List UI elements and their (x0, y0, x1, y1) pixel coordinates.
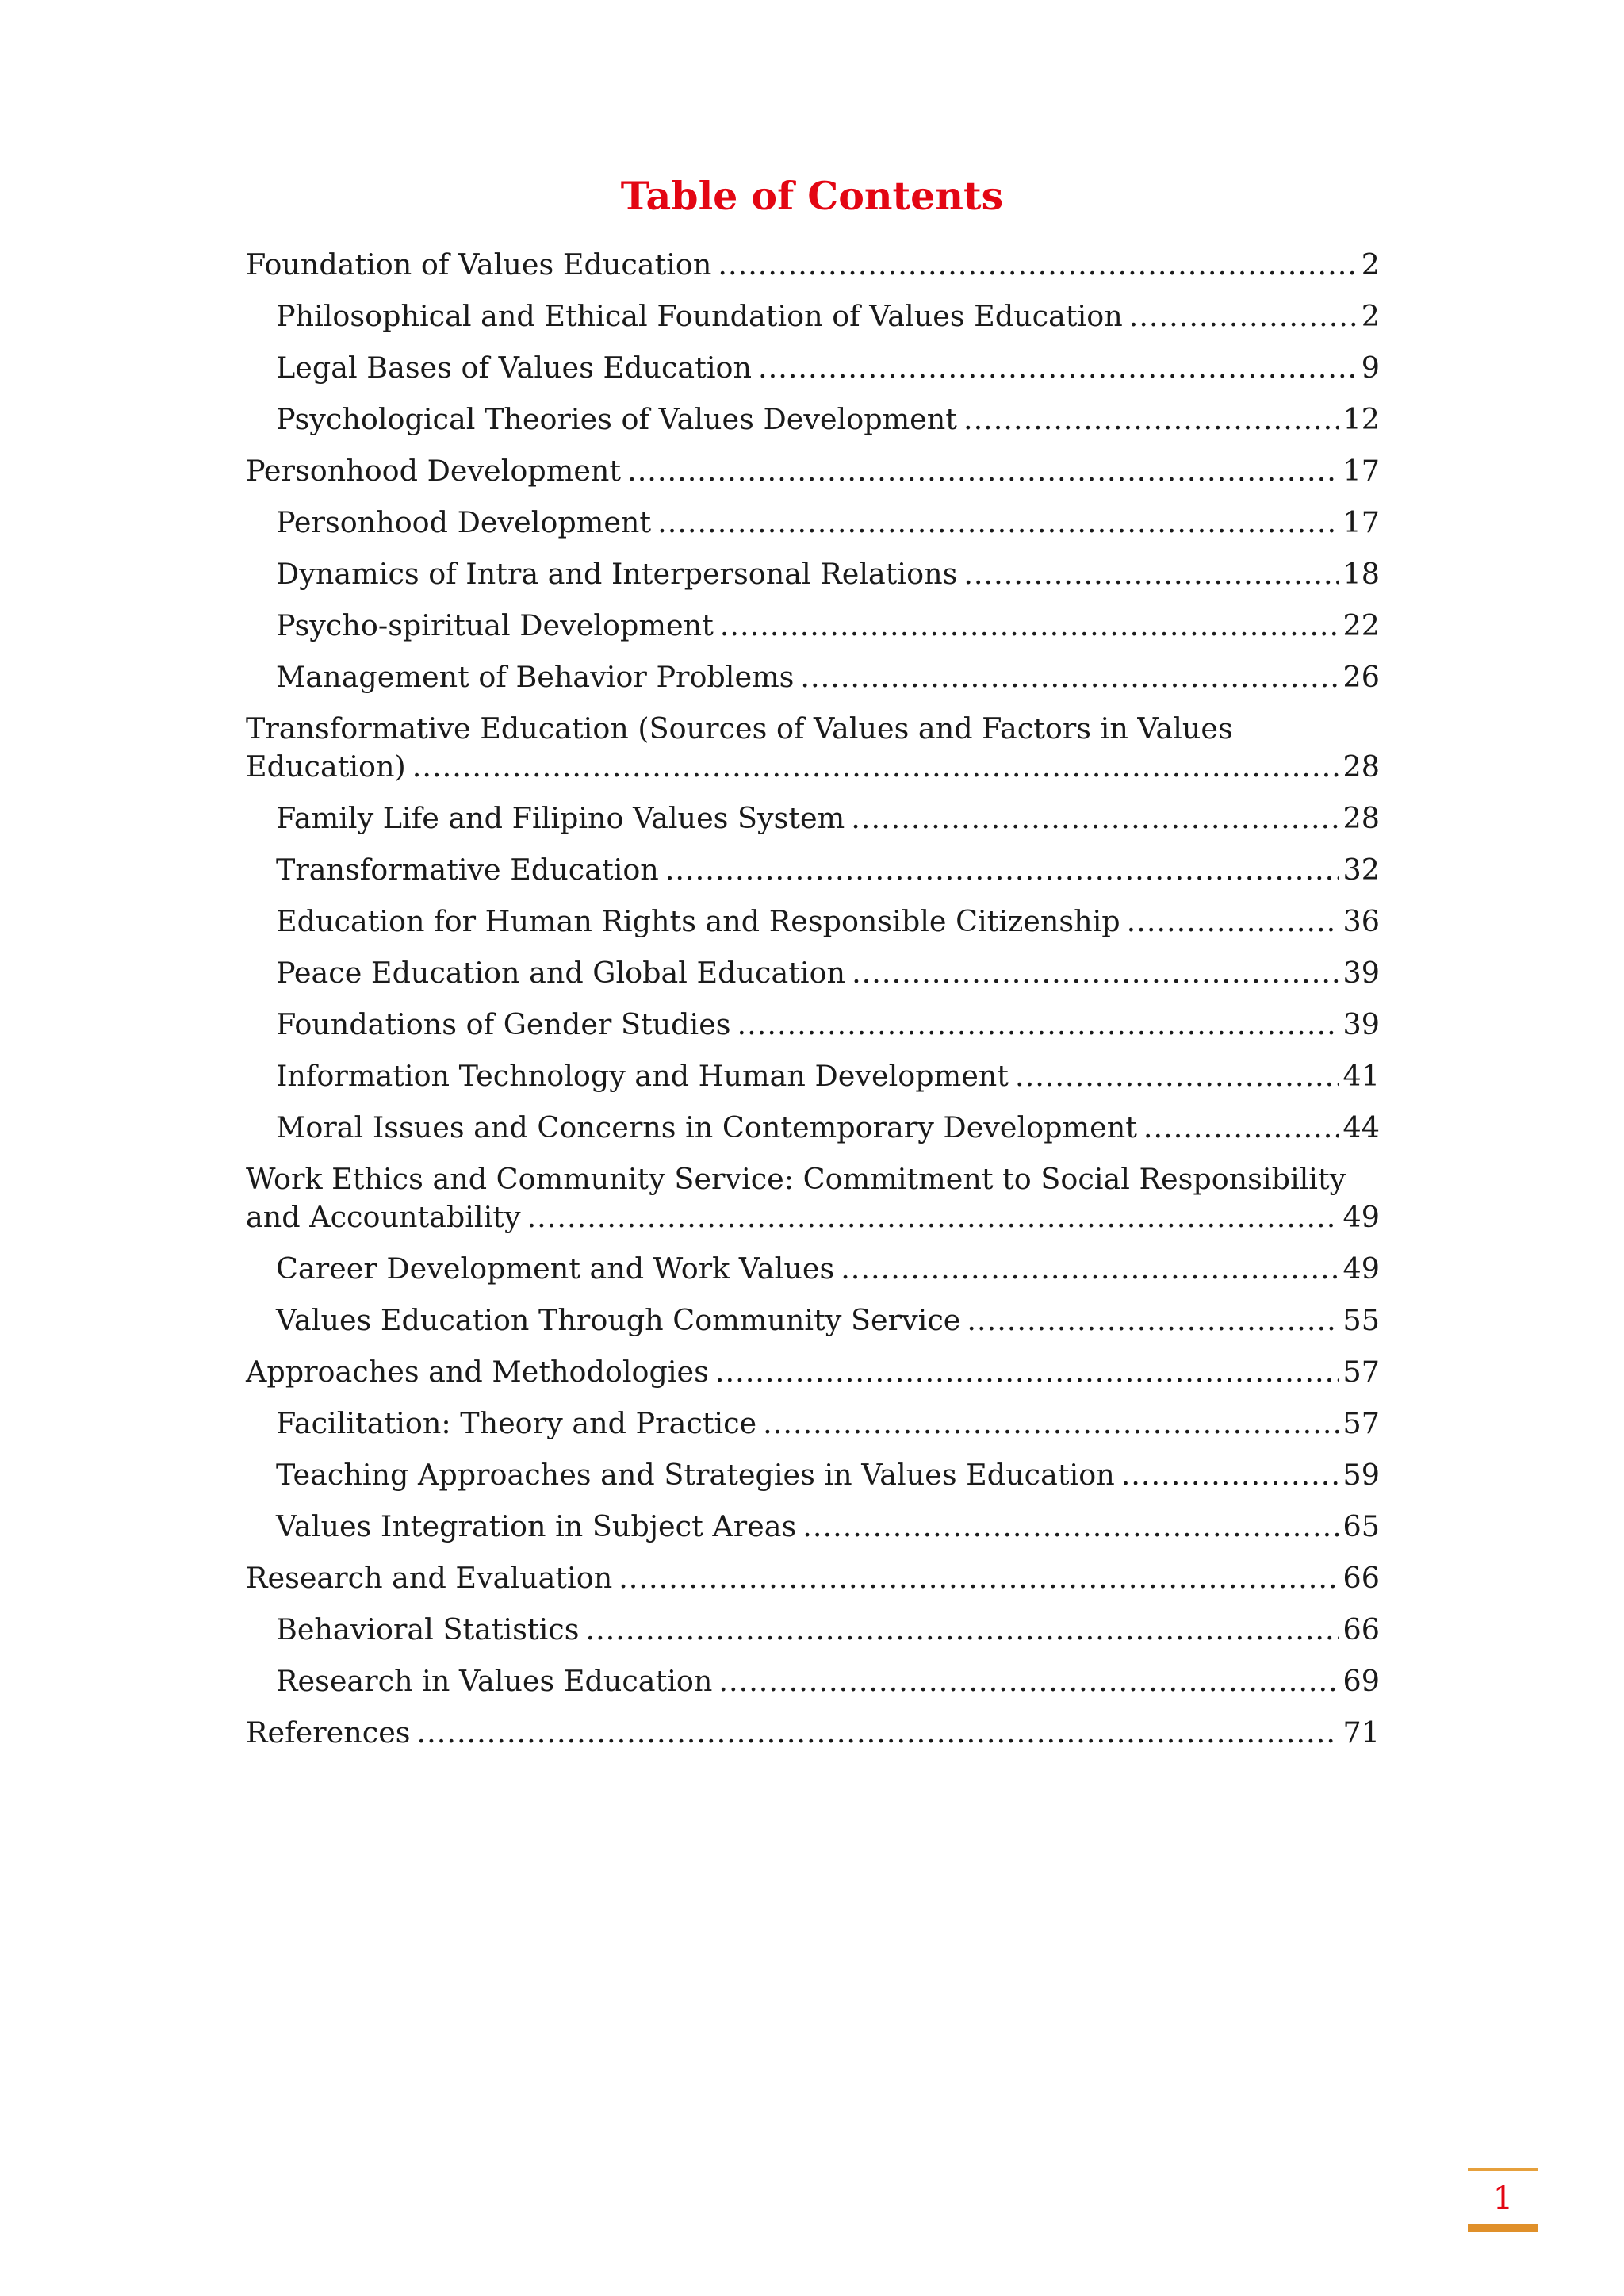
dot-leader (619, 1559, 1338, 1597)
toc-entry[interactable] (246, 1295, 1380, 1347)
toc-entry-title: Information Technology and Human Development (276, 1059, 1009, 1093)
dot-leader (715, 1353, 1339, 1391)
toc-entry-title: Education) (246, 749, 406, 784)
toc-entry[interactable] (246, 600, 1380, 652)
toc-entry-title: Philosophical and Ethical Foundation of Values Education (276, 299, 1123, 333)
toc-entry-page: 9 (1361, 351, 1380, 385)
toc-entry[interactable] (246, 1102, 1380, 1154)
toc-entry[interactable] (246, 394, 1380, 446)
toc-entry-title: Legal Bases of Values Education (276, 351, 753, 385)
toc-entry-page: 66 (1342, 1561, 1380, 1595)
toc-entry-page: 59 (1342, 1458, 1380, 1492)
toc-entry[interactable] (246, 1051, 1380, 1102)
toc-entry-title: and Accountability (246, 1200, 521, 1234)
toc-entry-page: 49 (1342, 1251, 1380, 1286)
toc-entry-title: Moral Issues and Concerns in Contemporary Development (276, 1110, 1137, 1144)
toc-entry[interactable] (246, 1604, 1380, 1656)
toc-entry-title: Dynamics of Intra and Interpersonal Relations (276, 557, 958, 591)
toc-entry-page: 49 (1342, 1200, 1380, 1234)
toc-entry[interactable] (246, 703, 1380, 793)
toc-entry[interactable] (246, 793, 1380, 845)
toc-entry-page: 22 (1342, 608, 1380, 642)
dot-leader (963, 401, 1339, 439)
toc-entry-title: Education for Human Rights and Responsible Citizenship (276, 904, 1120, 938)
page-number-bottom-rule (1468, 2224, 1538, 2232)
toc-entry-title: Research and Evaluation (246, 1561, 613, 1595)
dot-leader (1143, 1109, 1339, 1147)
toc-entry-title-line1: Work Ethics and Community Service: Commitment to Social Responsibility (246, 1162, 1346, 1196)
toc-entry-page: 66 (1342, 1612, 1380, 1646)
toc-entry-title: Transformative Education (276, 853, 659, 887)
page-title: Table of Contents (620, 173, 1004, 219)
toc-entry-title: References (246, 1715, 411, 1750)
toc-entry-title: Research in Values Education (276, 1664, 713, 1698)
dot-leader (417, 1714, 1339, 1752)
toc-entry-title: Foundation of Values Education (246, 247, 712, 282)
toc-entry-title: Behavioral Statistics (276, 1612, 580, 1646)
toc-entry[interactable] (246, 240, 1380, 291)
dot-leader (718, 246, 1356, 284)
dot-leader (412, 748, 1339, 786)
dot-leader (1127, 903, 1339, 941)
toc-entry-page: 36 (1342, 904, 1380, 938)
toc-entry[interactable] (246, 999, 1380, 1051)
toc-entry-title: Foundations of Gender Studies (276, 1007, 731, 1041)
dot-leader (657, 504, 1338, 542)
toc-entry[interactable] (246, 845, 1380, 896)
toc-entry[interactable] (246, 1154, 1380, 1244)
dot-leader (851, 799, 1338, 838)
dot-leader (585, 1611, 1338, 1649)
toc-entry-page: 26 (1342, 660, 1380, 694)
dot-leader (1121, 1456, 1339, 1494)
toc-entry-page: 39 (1342, 1007, 1380, 1041)
dot-leader (802, 1508, 1338, 1546)
page-number-top-rule (1468, 2168, 1538, 2171)
toc-entry[interactable] (246, 1244, 1380, 1295)
toc-entry[interactable] (246, 1450, 1380, 1501)
toc-entry-page: 17 (1342, 454, 1380, 488)
toc-entry-page: 57 (1342, 1406, 1380, 1440)
toc-entry-page: 18 (1342, 557, 1380, 591)
toc-entry[interactable] (246, 1398, 1380, 1450)
toc-entry-page: 65 (1342, 1509, 1380, 1543)
toc-entry-page: 57 (1342, 1355, 1380, 1389)
page-number: 1 (1492, 2180, 1514, 2217)
toc-entry-title: Values Integration in Subject Areas (276, 1509, 797, 1543)
toc-entry-page: 39 (1342, 956, 1380, 990)
toc-entry-page: 69 (1342, 1664, 1380, 1698)
toc-entry-page: 17 (1342, 505, 1380, 539)
toc-entry-title-line1: Transformative Education (Sources of Values and Factors in Values (246, 711, 1233, 746)
dot-leader (800, 658, 1338, 696)
toc-entry[interactable] (246, 446, 1380, 497)
dot-leader (841, 1250, 1338, 1288)
dot-leader (720, 607, 1339, 645)
toc-entry[interactable] (246, 896, 1380, 948)
dot-leader (665, 851, 1339, 889)
toc-entry-page: 71 (1342, 1715, 1380, 1750)
toc-entry-title: Psychological Theories of Values Development (276, 402, 957, 436)
dot-leader (527, 1198, 1339, 1236)
toc-entry-page: 28 (1342, 749, 1380, 784)
toc-entry[interactable] (246, 1656, 1380, 1708)
toc-entry-page: 55 (1342, 1303, 1380, 1337)
toc-entry[interactable] (246, 497, 1380, 549)
toc-entry-title: Personhood Development (276, 505, 652, 539)
dot-leader (963, 555, 1338, 593)
toc-entry-page: 28 (1342, 801, 1380, 835)
toc-entry-title: Psycho-spiritual Development (276, 608, 714, 642)
toc-entry-page: 12 (1342, 402, 1380, 436)
toc-entry[interactable] (246, 948, 1380, 999)
toc-entry-title: Family Life and Filipino Values System (276, 801, 845, 835)
dot-leader (758, 349, 1357, 387)
toc-entry-page: 44 (1342, 1110, 1380, 1144)
toc-entry[interactable] (246, 652, 1380, 703)
toc-entry-page: 2 (1361, 299, 1380, 333)
toc-entry-page: 2 (1361, 247, 1380, 282)
toc-entry-title: Teaching Approaches and Strategies in Values Education (276, 1458, 1115, 1492)
toc-entry-title: Personhood Development (246, 454, 622, 488)
toc-entry[interactable] (246, 1553, 1380, 1604)
toc-entry-title: Management of Behavior Problems (276, 660, 795, 694)
dot-leader (852, 954, 1338, 992)
toc-entry[interactable] (246, 549, 1380, 600)
dot-leader (763, 1405, 1338, 1443)
toc-entry-title: Peace Education and Global Education (276, 956, 846, 990)
table-of-contents (246, 240, 1380, 1759)
toc-entry-page: 32 (1342, 853, 1380, 887)
toc-entry[interactable] (246, 1501, 1380, 1553)
toc-entry-title: Approaches and Methodologies (246, 1355, 709, 1389)
toc-entry-title: Career Development and Work Values (276, 1251, 835, 1286)
dot-leader (627, 452, 1338, 490)
toc-entry-title: Values Education Through Community Service (276, 1303, 961, 1337)
dot-leader (737, 1006, 1339, 1044)
dot-leader (967, 1301, 1338, 1340)
toc-entry[interactable] (246, 1347, 1380, 1398)
dot-leader (1129, 297, 1357, 335)
toc-entry-title: Facilitation: Theory and Practice (276, 1406, 757, 1440)
toc-entry[interactable] (246, 1708, 1380, 1759)
toc-entry[interactable] (246, 291, 1380, 343)
dot-leader (718, 1662, 1338, 1700)
page-number-box (1468, 2168, 1538, 2232)
dot-leader (1015, 1057, 1339, 1095)
toc-entry-page: 41 (1342, 1059, 1380, 1093)
toc-entry[interactable] (246, 343, 1380, 394)
